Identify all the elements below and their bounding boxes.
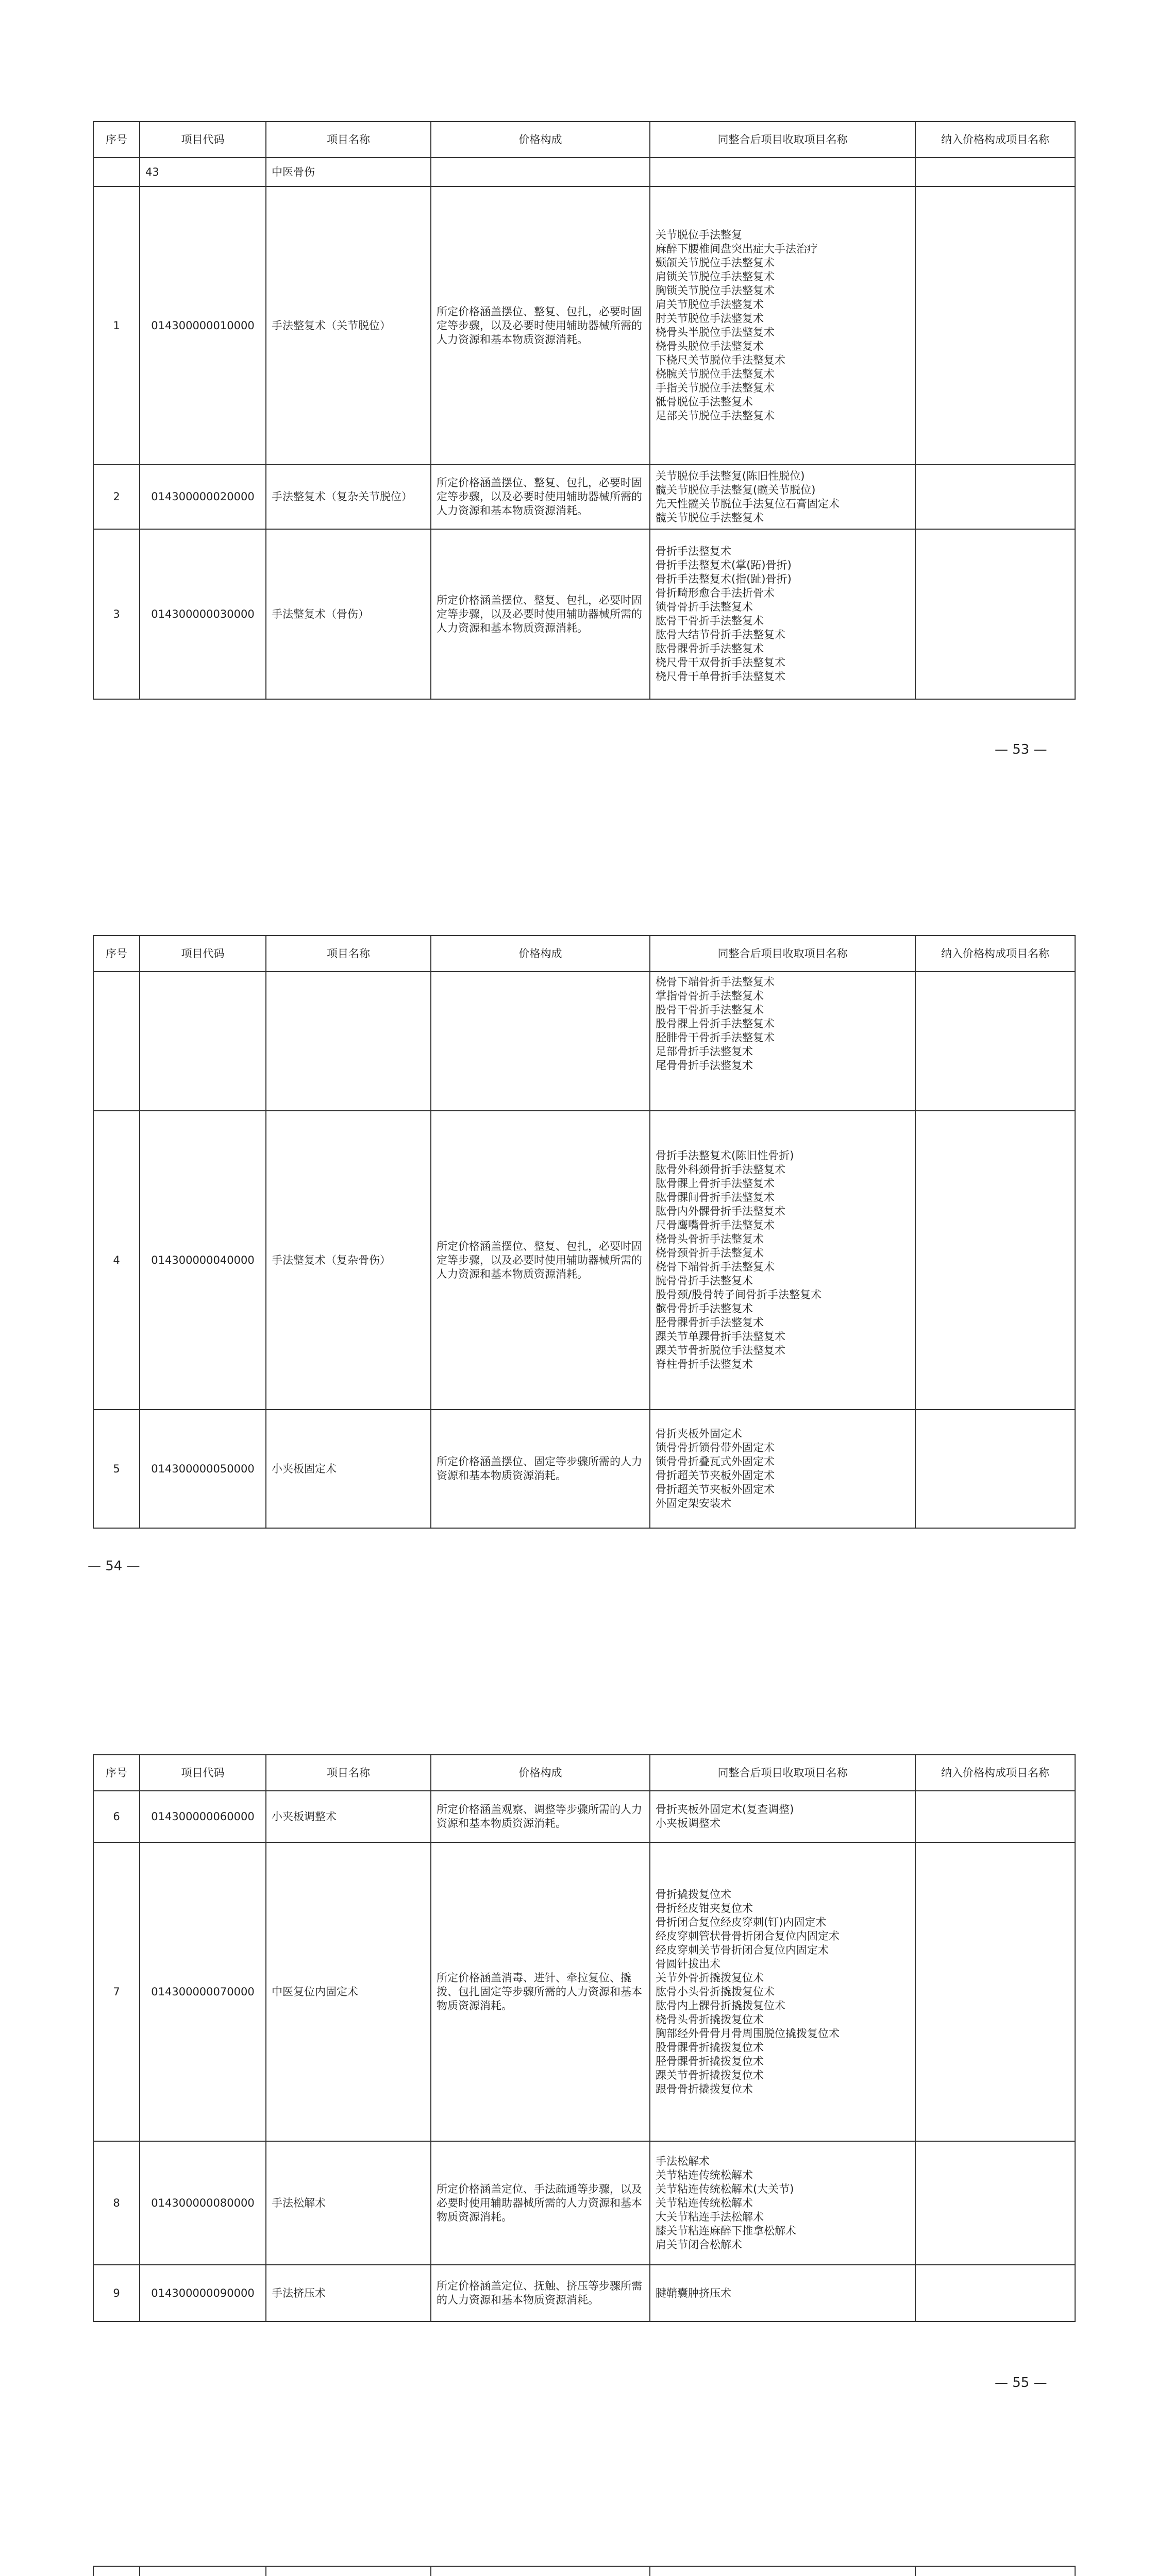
row-no: 5 bbox=[93, 1410, 140, 1528]
row-merged bbox=[650, 465, 915, 529]
merged-item: 膝关节粘连麻醉下推拿松解术 bbox=[656, 2224, 796, 2237]
merged-item: 骨折夹板外固定术(复查调整) bbox=[656, 1803, 794, 1816]
row-code: 014300000020000 bbox=[140, 465, 266, 529]
row-composition: 所定价格涵盖摆位、整复、包扎，必要时固定等步骤，以及必要时使用辅助器械所需的人力资源和基本物质资源消耗。 bbox=[431, 529, 650, 699]
header-no: 序号 bbox=[93, 936, 140, 972]
row-included bbox=[915, 1410, 1075, 1528]
merged-item: 肱骨髁骨折手法整复术 bbox=[656, 642, 764, 655]
merged-item: 骨折手法整复术(陈旧性骨折) bbox=[656, 1149, 794, 1162]
row-name: 手法整复术（复杂关节脱位） bbox=[266, 465, 431, 529]
merged-item: 踝关节单踝骨折手法整复术 bbox=[656, 1330, 785, 1343]
merged-item: 骨折超关节夹板外固定术 bbox=[656, 1483, 775, 1496]
page-number: — 53 — bbox=[995, 742, 1047, 757]
merged-item: 肱骨大结节骨折手法整复术 bbox=[656, 629, 785, 641]
row-name: 手法挤压术 bbox=[266, 2265, 431, 2321]
merged-item: 桡骨下端骨折手法整复术 bbox=[656, 976, 775, 988]
table-row bbox=[93, 972, 1075, 1111]
header-name: 项目名称 bbox=[266, 122, 431, 158]
header-code: 项目代码 bbox=[140, 936, 266, 972]
table-header-row bbox=[93, 1755, 1075, 1791]
merged-item: 肩锁关节脱位手法整复术 bbox=[656, 270, 775, 283]
merged-item: 胫腓骨干骨折手法整复术 bbox=[656, 1031, 775, 1044]
merged-item: 肘关节脱位手法整复术 bbox=[656, 312, 764, 325]
row-composition: 所定价格涵盖摆位、整复、包扎，必要时固定等步骤，以及必要时使用辅助器械所需的人力资源和基本物质资源消耗。 bbox=[431, 187, 650, 465]
row-no: 8 bbox=[93, 2141, 140, 2265]
merged-item: 髋关节脱位手法整复(髋关节脱位) bbox=[656, 483, 816, 496]
row-code: 014300000050000 bbox=[140, 1410, 266, 1528]
header-included bbox=[915, 2566, 1075, 2576]
row-no: 7 bbox=[93, 1842, 140, 2141]
merged-item: 骶骨脱位手法整复术 bbox=[656, 396, 753, 408]
header-code: 项目代码 bbox=[140, 1755, 266, 1791]
row-name: 手法整复术（复杂骨伤） bbox=[266, 1111, 431, 1410]
row-name: 手法整复术（关节脱位） bbox=[266, 187, 431, 465]
row-name: 中医复位内固定术 bbox=[266, 1842, 431, 2141]
row-composition: 所定价格涵盖摆位、固定等步骤所需的人力资源和基本物质资源消耗。 bbox=[431, 1410, 650, 1528]
row-merged bbox=[650, 1410, 915, 1528]
row-name: 小夹板调整术 bbox=[266, 1791, 431, 1842]
row-code: 014300000040000 bbox=[140, 1111, 266, 1410]
merged-item: 桡尺骨干单骨折手法整复术 bbox=[656, 670, 785, 683]
merged-item: 胫骨髁骨折手法整复术 bbox=[656, 1316, 764, 1329]
row-name: 小夹板固定术 bbox=[266, 1410, 431, 1528]
header-name: 项目名称 bbox=[266, 1755, 431, 1791]
row-merged bbox=[650, 2265, 915, 2321]
merged-item: 麻醉下腰椎间盘突出症大手法治疗 bbox=[656, 243, 818, 255]
row-composition: 所定价格涵盖定位、手法疏通等步骤，以及必要时使用辅助器械所需的人力资源和基本物质资源消耗。 bbox=[431, 2141, 650, 2265]
header-name: 项目名称 bbox=[266, 936, 431, 972]
merged-item: 肱骨髁间骨折手法整复术 bbox=[656, 1191, 775, 1204]
merged-item: 骨折闭合复位经皮穿刺(钉)内固定术 bbox=[656, 1916, 827, 1928]
merged-item: 锁骨骨折叠瓦式外固定术 bbox=[656, 1455, 775, 1468]
row-merged bbox=[650, 529, 915, 699]
row-included bbox=[915, 187, 1075, 465]
row-composition: 所定价格涵盖定位、抚触、挤压等步骤所需的人力资源和基本物质资源消耗。 bbox=[431, 2265, 650, 2321]
merged-item: 肱骨髁上骨折手法整复术 bbox=[656, 1177, 775, 1190]
merged-item: 掌指骨骨折手法整复术 bbox=[656, 990, 764, 1002]
merged-item: 胫骨髁骨折撬拨复位术 bbox=[656, 2055, 764, 2067]
table-header-row bbox=[93, 2566, 1075, 2576]
section-title: 中医骨伤 bbox=[266, 158, 431, 187]
section-number: 43 bbox=[140, 158, 266, 187]
merged-item: 髌骨骨折手法整复术 bbox=[656, 1302, 753, 1315]
header-merged bbox=[650, 2566, 915, 2576]
merged-item: 锁骨骨折锁骨带外固定术 bbox=[656, 1442, 775, 1454]
table-row bbox=[93, 1410, 1075, 1528]
row-code: 014300000030000 bbox=[140, 529, 266, 699]
header-code bbox=[140, 2566, 266, 2576]
merged-item: 骨折手法整复术(指(趾)骨折) bbox=[656, 573, 792, 585]
header-composition: 价格构成 bbox=[431, 1755, 650, 1791]
header-included: 纳入价格构成项目名称 bbox=[915, 122, 1075, 158]
merged-item: 尾骨骨折手法整复术 bbox=[656, 1059, 753, 1072]
row-code: 014300000080000 bbox=[140, 2141, 266, 2265]
row-no: 3 bbox=[93, 529, 140, 699]
row-composition: 所定价格涵盖摆位、整复、包扎，必要时固定等步骤，以及必要时使用辅助器械所需的人力资源和基本物质资源消耗。 bbox=[431, 1111, 650, 1410]
merged-item: 桡腕关节脱位手法整复术 bbox=[656, 368, 775, 380]
merged-item: 经皮穿刺管状骨骨折闭合复位内固定术 bbox=[656, 1929, 840, 1942]
merged-item: 关节粘连传统松解术(大关节) bbox=[656, 2182, 794, 2195]
header-composition bbox=[431, 2566, 650, 2576]
merged-item: 股骨颈/股骨转子间骨折手法整复术 bbox=[656, 1289, 822, 1301]
merged-item: 桡骨头骨折手法整复术 bbox=[656, 1233, 764, 1245]
merged-item: 肩关节闭合松解术 bbox=[656, 2238, 742, 2251]
table-row bbox=[93, 1842, 1075, 2141]
merged-item: 桡骨下端骨折手法整复术 bbox=[656, 1261, 775, 1273]
merged-item: 下桡尺关节脱位手法整复术 bbox=[656, 354, 785, 366]
merged-item: 股骨髁骨折撬拨复位术 bbox=[656, 2041, 764, 2054]
header-no bbox=[93, 2566, 140, 2576]
table-row bbox=[93, 2141, 1075, 2265]
header-included: 纳入价格构成项目名称 bbox=[915, 1755, 1075, 1791]
merged-item: 关节粘连传统松解术 bbox=[656, 2196, 753, 2209]
header-merged: 同整合后项目收取项目名称 bbox=[650, 1755, 915, 1791]
merged-item: 颞颌关节脱位手法整复术 bbox=[656, 257, 775, 269]
row-name: 手法松解术 bbox=[266, 2141, 431, 2265]
merged-item: 关节粘连传统松解术 bbox=[656, 2168, 753, 2181]
merged-item: 骨折手法整复术(掌(跖)骨折) bbox=[656, 559, 792, 571]
merged-item: 骨折撬拨复位术 bbox=[656, 1888, 731, 1901]
header-composition: 价格构成 bbox=[431, 936, 650, 972]
row-merged bbox=[650, 1791, 915, 1842]
table-row bbox=[93, 1111, 1075, 1410]
merged-item: 肱骨小头骨折撬拨复位术 bbox=[656, 1985, 775, 1998]
merged-item: 锁骨骨折手法整复术 bbox=[656, 601, 753, 613]
header-merged: 同整合后项目收取项目名称 bbox=[650, 122, 915, 158]
row-included bbox=[915, 1842, 1075, 2141]
merged-item: 胸部经外骨骨月骨周围脱位撬拨复位术 bbox=[656, 2027, 840, 2040]
merged-item: 小夹板调整术 bbox=[656, 1817, 720, 1829]
merged-item: 足部关节脱位手法整复术 bbox=[656, 410, 775, 422]
page-number: — 55 — bbox=[995, 2375, 1047, 2391]
section-row bbox=[93, 158, 1075, 187]
table-row bbox=[93, 1791, 1075, 1842]
merged-item: 关节外骨折撬拨复位术 bbox=[656, 1971, 764, 1984]
merged-item: 肱骨内外髁骨折手法整复术 bbox=[656, 1205, 785, 1217]
merged-item: 肱骨内上髁骨折撬拨复位术 bbox=[656, 1999, 785, 2012]
table-page-54 bbox=[93, 935, 1076, 1529]
merged-item: 桡尺骨干双骨折手法整复术 bbox=[656, 656, 785, 669]
header-no: 序号 bbox=[93, 1755, 140, 1791]
row-no: 9 bbox=[93, 2265, 140, 2321]
merged-item: 桡骨头脱位手法整复术 bbox=[656, 340, 764, 352]
merged-item: 股骨干骨折手法整复术 bbox=[656, 1004, 764, 1016]
merged-item: 骨折夹板外固定术 bbox=[656, 1428, 742, 1440]
table-header-row bbox=[93, 936, 1075, 972]
page-number: — 54 — bbox=[88, 1558, 140, 1574]
merged-item: 腱鞘囊肿挤压术 bbox=[656, 2286, 731, 2299]
row-included bbox=[915, 2141, 1075, 2265]
merged-item: 骨折畸形愈合手法折骨术 bbox=[656, 587, 775, 599]
table-row bbox=[93, 529, 1075, 699]
merged-item: 胸锁关节脱位手法整复术 bbox=[656, 284, 775, 297]
merged-item: 先天性髋关节脱位手法复位石膏固定术 bbox=[656, 497, 840, 510]
header-included: 纳入价格构成项目名称 bbox=[915, 936, 1075, 972]
row-merged bbox=[650, 187, 915, 465]
merged-item: 手指关节脱位手法整复术 bbox=[656, 382, 775, 394]
row-composition: 所定价格涵盖观察、调整等步骤所需的人力资源和基本物质资源消耗。 bbox=[431, 1791, 650, 1842]
header-merged: 同整合后项目收取项目名称 bbox=[650, 936, 915, 972]
merged-item: 踝关节骨折撬拨复位术 bbox=[656, 2069, 764, 2081]
row-merged bbox=[650, 1842, 915, 2141]
row-code: 014300000010000 bbox=[140, 187, 266, 465]
merged-item: 经皮穿刺关节骨折闭合复位内固定术 bbox=[656, 1943, 829, 1956]
row-included bbox=[915, 465, 1075, 529]
row-included bbox=[915, 529, 1075, 699]
row-code: 014300000090000 bbox=[140, 2265, 266, 2321]
merged-item: 关节脱位手法整复(陈旧性脱位) bbox=[656, 469, 805, 482]
table-row bbox=[93, 465, 1075, 529]
merged-item: 骨圆针拔出术 bbox=[656, 1957, 720, 1970]
row-code: 014300000070000 bbox=[140, 1842, 266, 2141]
row-included bbox=[915, 2265, 1075, 2321]
merged-item: 跟骨骨折撬拨复位术 bbox=[656, 2082, 753, 2095]
table-page-55 bbox=[93, 1754, 1076, 2322]
row-no: 1 bbox=[93, 187, 140, 465]
merged-item: 桡骨颈骨折手法整复术 bbox=[656, 1247, 764, 1259]
header-name bbox=[266, 2566, 431, 2576]
merged-item: 手法松解术 bbox=[656, 2155, 710, 2167]
table-page-53 bbox=[93, 121, 1076, 700]
row-no: 6 bbox=[93, 1791, 140, 1842]
row-name: 手法整复术（骨伤） bbox=[266, 529, 431, 699]
merged-item: 桡骨头半脱位手法整复术 bbox=[656, 326, 775, 338]
row-composition: 所定价格涵盖摆位、整复、包扎，必要时固定等步骤，以及必要时使用辅助器械所需的人力资源和基本物质资源消耗。 bbox=[431, 465, 650, 529]
merged-item: 腕骨骨折手法整复术 bbox=[656, 1275, 753, 1287]
row-code: 014300000060000 bbox=[140, 1791, 266, 1842]
merged-item: 尺骨鹰嘴骨折手法整复术 bbox=[656, 1219, 775, 1231]
merged-item: 脊柱骨折手法整复术 bbox=[656, 1358, 753, 1370]
row-composition: 所定价格涵盖消毒、进针、牵拉复位、撬拨、包扎固定等步骤所需的人力资源和基本物质资源消耗。 bbox=[431, 1842, 650, 2141]
row-no: 2 bbox=[93, 465, 140, 529]
row-included bbox=[915, 1791, 1075, 1842]
table-row bbox=[93, 187, 1075, 465]
table-row bbox=[93, 2265, 1075, 2321]
header-code: 项目代码 bbox=[140, 122, 266, 158]
row-merged bbox=[650, 1111, 915, 1410]
merged-item: 关节脱位手法整复 bbox=[656, 229, 742, 241]
row-merged bbox=[650, 2141, 915, 2265]
table-page-56 bbox=[93, 2566, 1076, 2576]
merged-item: 踝关节骨折脱位手法整复术 bbox=[656, 1344, 785, 1357]
merged-item: 肱骨外科颈骨折手法整复术 bbox=[656, 1163, 785, 1176]
row-no: 4 bbox=[93, 1111, 140, 1410]
merged-item: 骨折超关节夹板外固定术 bbox=[656, 1469, 775, 1482]
table-header-row bbox=[93, 122, 1075, 158]
merged-item: 肩关节脱位手法整复术 bbox=[656, 298, 764, 311]
merged-item: 足部骨折手法整复术 bbox=[656, 1045, 753, 1058]
merged-item: 骨折经皮钳夹复位术 bbox=[656, 1902, 753, 1914]
header-no: 序号 bbox=[93, 122, 140, 158]
row-included bbox=[915, 1111, 1075, 1410]
header-composition: 价格构成 bbox=[431, 122, 650, 158]
merged-item: 骨折手法整复术 bbox=[656, 545, 731, 557]
merged-item: 髋关节脱位手法整复术 bbox=[656, 511, 764, 524]
merged-item: 肱骨干骨折手法整复术 bbox=[656, 615, 764, 627]
merged-item: 桡骨头骨折撬拨复位术 bbox=[656, 2013, 764, 2026]
merged-item: 大关节粘连手法松解术 bbox=[656, 2210, 764, 2223]
merged-item: 股骨髁上骨折手法整复术 bbox=[656, 1018, 775, 1030]
row-merged bbox=[650, 972, 915, 1111]
merged-item: 外固定架安装术 bbox=[656, 1497, 731, 1510]
